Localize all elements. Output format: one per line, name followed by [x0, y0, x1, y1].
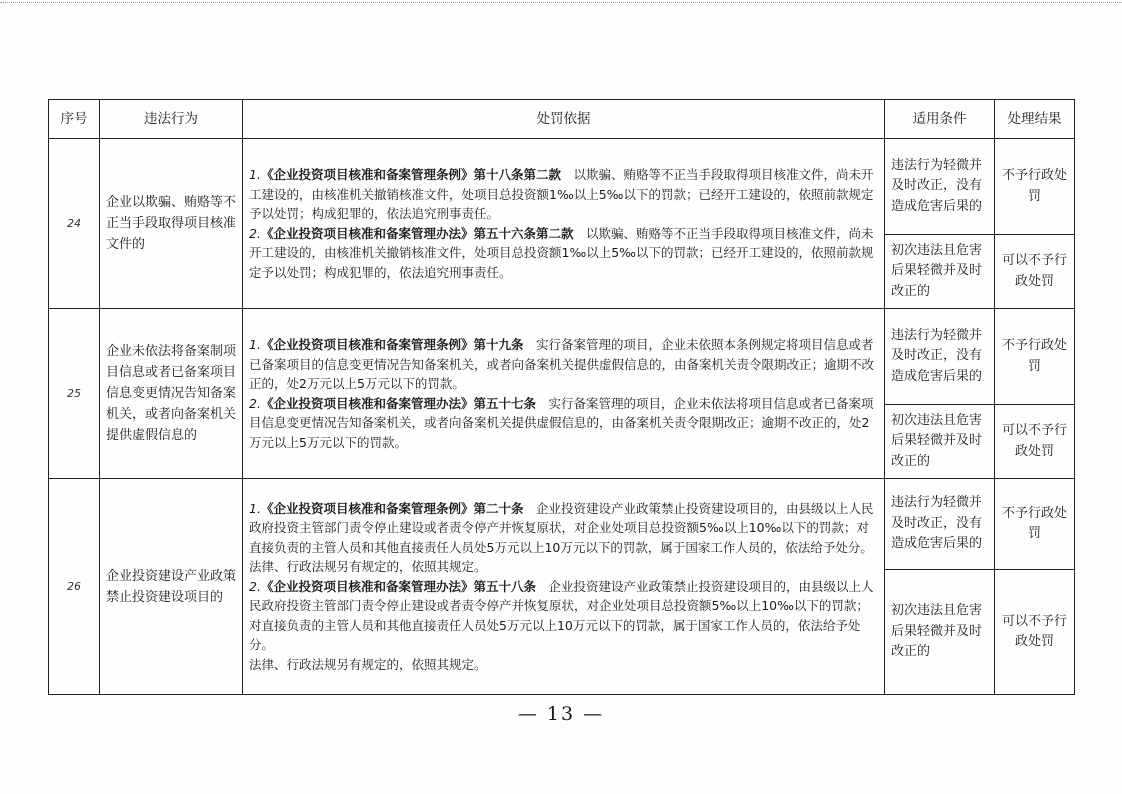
basis-extra: 法律、行政法规另有规定的，依照其规定。 — [249, 656, 487, 672]
basis-item: 1.《企业投资项目核准和备案管理条例》第二十条 企业投资建设产业政策禁止投资建设项目的，由县级以上人民政府投资主管部门责令停止建设或者责令停产并恢复原状，对企业处项目总投资额5‰以上10‰以下的罚款；对直接负责的主管人员和其他直接责任人员处5万元以上10万元以下的罚款，属于国家工作人员的，依法给予处分。法律、行政法规另有规定的，依照其规定。 — [249, 500, 874, 575]
basis-item: 2.《企业投资项目核准和备案管理办法》第五十七条 实行备案管理的项目，企业未依法将项目信息或者已备案项目信息变更情况告知备案机关，或者向备案机关提供虚假信息的，由备案机关责令限期改正；逾期不改正的，处2万元以上5万元以下的罚款。 — [249, 395, 874, 450]
table-row — [49, 139, 1075, 235]
result-text: 不予行政处罚 — [995, 309, 1075, 405]
header-basis: 处罚依据 — [243, 100, 885, 139]
row-seq: 24 — [49, 139, 100, 309]
top-scan-rule — [0, 2, 1122, 3]
condition-text: 初次违法且危害后果轻微并及时改正的 — [885, 405, 995, 479]
result-text: 不予行政处罚 — [995, 479, 1075, 570]
result-text: 不予行政处罚 — [995, 139, 1075, 235]
condition-text: 违法行为轻微并及时改正，没有造成危害后果的 — [885, 479, 995, 570]
header-row — [49, 100, 1075, 139]
header-condition: 适用条件 — [885, 100, 995, 139]
result-text: 可以不予行政处罚 — [995, 405, 1075, 479]
penalty-basis — [243, 479, 885, 695]
row-seq: 26 — [49, 479, 100, 695]
header-seq: 序号 — [49, 100, 100, 139]
condition-text: 初次违法且危害后果轻微并及时改正的 — [885, 570, 995, 695]
violation-text: 企业投资建设产业政策禁止投资建设项目的 — [100, 479, 243, 695]
violation-text: 企业以欺骗、贿赂等不正当手段取得项目核准文件的 — [100, 139, 243, 309]
header-result: 处理结果 — [995, 100, 1075, 139]
condition-text: 违法行为轻微并及时改正，没有造成危害后果的 — [885, 309, 995, 405]
penalty-basis — [243, 139, 885, 309]
basis-item: 2.《企业投资项目核准和备案管理办法》第五十八条 企业投资建设产业政策禁止投资建设项目的，由县级以上人民政府投资主管部门责令停止建设或者责令停产并恢复原状，对企业处项目总投资额5‰以上10‰以下的罚款；对直接负责的主管人员和其他直接责任人员处5万元以上10万元以下的罚款，属于国家工作人员的，依法给予处分。 — [249, 578, 874, 653]
header-violation: 违法行为 — [100, 100, 243, 139]
violation-text: 企业未依法将备案制项目信息或者已备案项目信息变更情况告知备案机关，或者向备案机关提供虚假信息的 — [100, 309, 243, 479]
result-text: 可以不予行政处罚 — [995, 235, 1075, 309]
condition-text: 违法行为轻微并及时改正，没有造成危害后果的 — [885, 139, 995, 235]
penalty-basis — [243, 309, 885, 479]
basis-item: 1.《企业投资项目核准和备案管理条例》第十八条第二款 以欺骗、贿赂等不正当手段取得项目核准文件，尚未开工建设的，由核准机关撤销核准文件，处项目总投资额1‰以上5‰以下的罚款；已经开工建设的，依照前款规定予以处罚；构成犯罪的，依法追究刑事责任。 — [249, 167, 874, 221]
basis-item: 1.《企业投资项目核准和备案管理条例》第十九条 实行备案管理的项目，企业未依照本条例规定将项目信息或者已备案项目的信息变更情况告知备案机关，或者向备案机关提供虚假信息的，由备案机关责令限期改正；逾期不改正的，处2万元以上5万元以下的罚款。 — [249, 337, 875, 391]
condition-text: 初次违法且危害后果轻微并及时改正的 — [885, 235, 995, 309]
penalty-table — [48, 99, 1075, 695]
result-text: 可以不予行政处罚 — [995, 570, 1075, 695]
table-row — [49, 479, 1075, 570]
page-number: — 13 — — [517, 703, 605, 725]
table-row — [49, 309, 1075, 405]
row-seq: 25 — [49, 309, 100, 479]
basis-item: 2.《企业投资项目核准和备案管理办法》第五十六条第二款 以欺骗、贿赂等不正当手段取得项目核准文件，尚未开工建设的，由核准机关撤销核准文件，处项目总投资额1‰以上5‰以下的罚款；已经开工建设的，依照前款规定予以处罚；构成犯罪的，依法追究刑事责任。 — [249, 225, 874, 280]
